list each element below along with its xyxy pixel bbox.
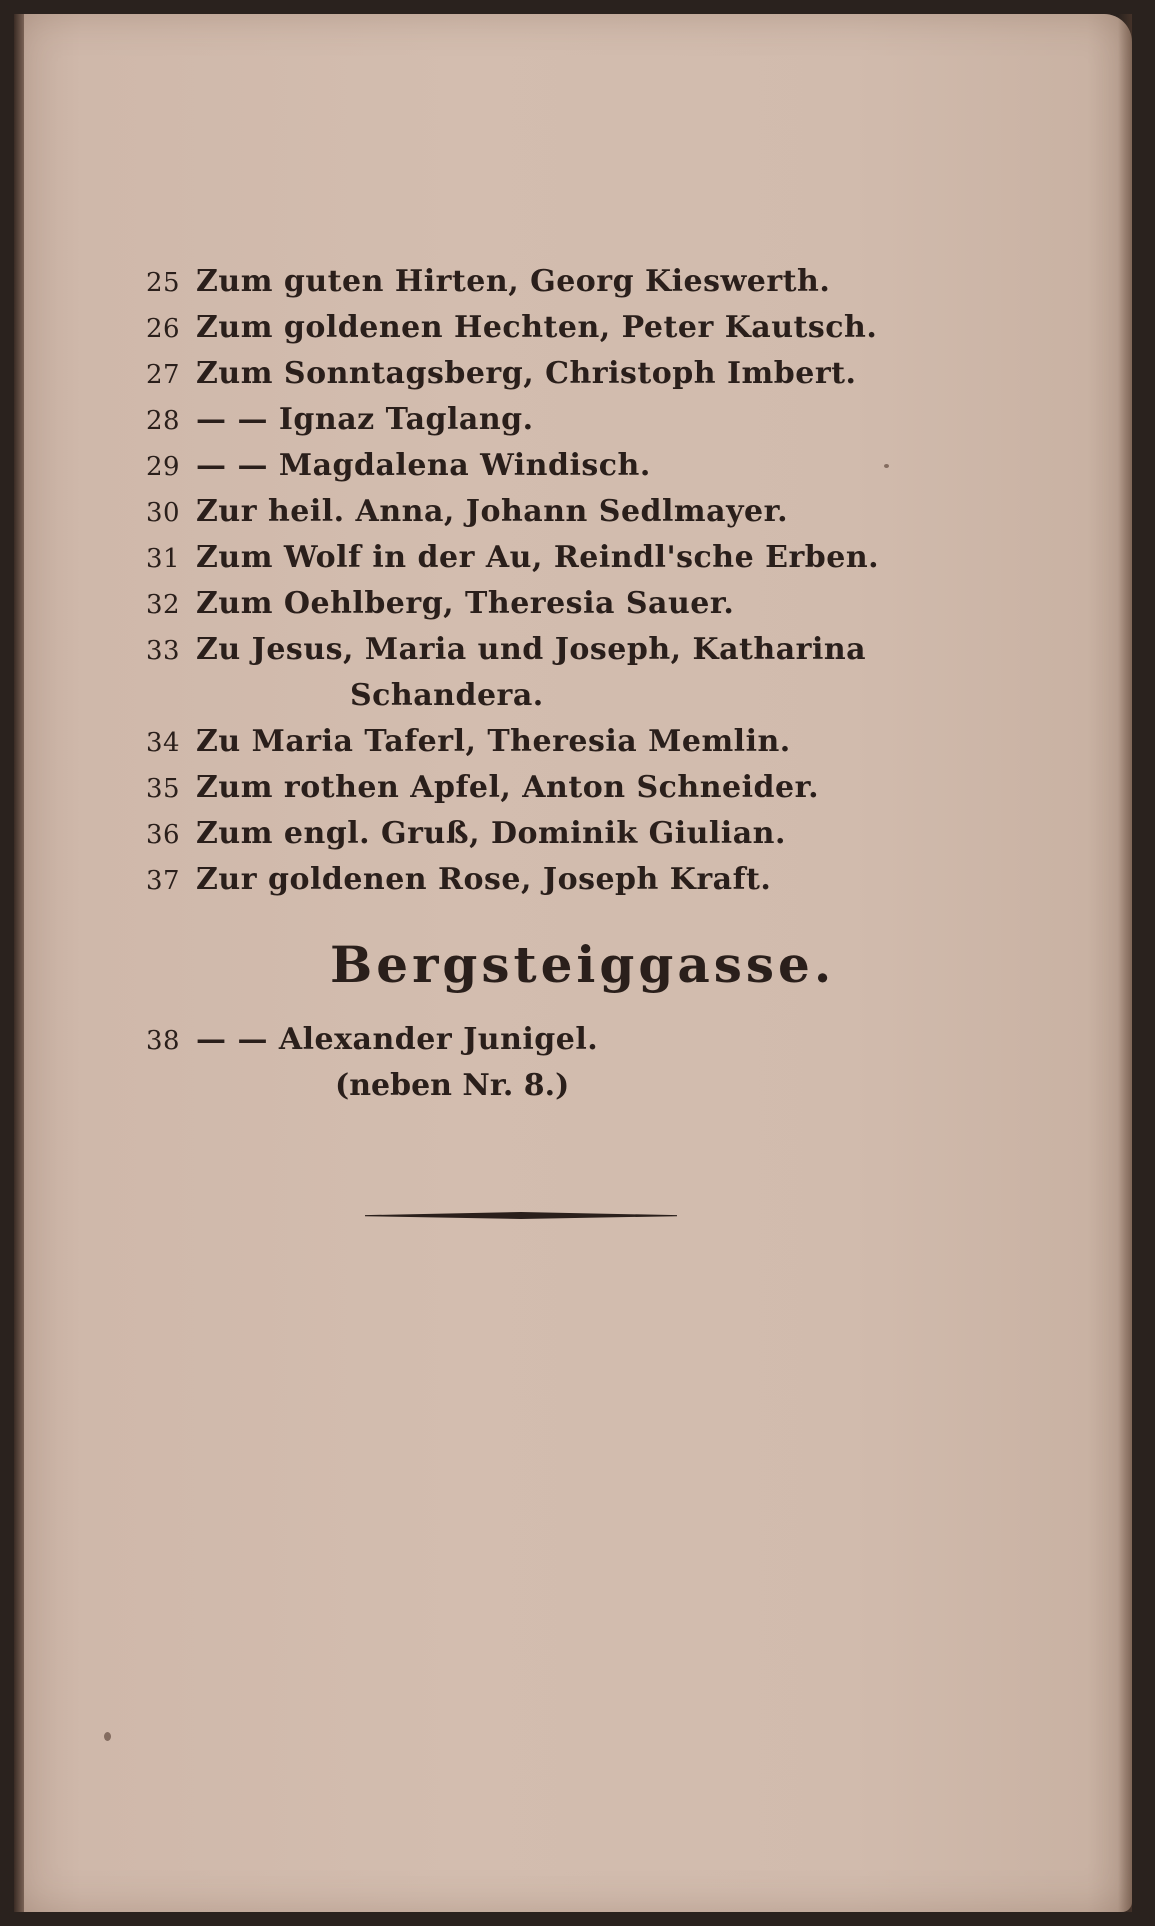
- house-number: 27: [146, 360, 181, 390]
- house-number: 38: [146, 1026, 181, 1056]
- house-number: 37: [146, 866, 181, 896]
- list-item: [146, 724, 791, 761]
- book-spine: [14, 14, 24, 1912]
- list-item: [146, 310, 877, 347]
- list-item: [146, 1022, 598, 1059]
- entry-note: (neben Nr. 8.): [335, 1068, 570, 1103]
- page-edge-shadow: [1118, 14, 1132, 1912]
- list-item: [146, 632, 866, 669]
- entry-text: — — Alexander Junigel.: [196, 1022, 599, 1057]
- house-number: 25: [146, 268, 181, 298]
- list-item: [146, 540, 879, 577]
- entry-text: — — Magdalena Windisch.: [196, 448, 651, 483]
- list-item-continuation: [350, 678, 544, 714]
- list-item: [146, 448, 651, 485]
- house-number: 34: [146, 728, 181, 758]
- ink-spot: [104, 1732, 111, 1741]
- list-item: [146, 402, 534, 439]
- entry-text: — — Ignaz Taglang.: [196, 402, 534, 437]
- house-number: 28: [146, 406, 181, 436]
- house-number: 36: [146, 820, 181, 850]
- entry-text: Zum Oehlberg, Theresia Sauer.: [196, 586, 735, 621]
- ink-spot: [884, 464, 889, 468]
- house-number: 26: [146, 314, 181, 344]
- section-heading: Bergsteiggasse.: [330, 935, 836, 994]
- entry-text: Zum Wolf in der Au, Reindl'sche Erben.: [196, 540, 880, 575]
- entry-text: Schandera.: [350, 678, 544, 713]
- entry-text: Zu Jesus, Maria und Joseph, Katharina: [196, 632, 867, 667]
- entry-text: Zum Sonntagsberg, Christoph Imbert.: [196, 356, 857, 391]
- entry-text: Zur heil. Anna, Johann Sedlmayer.: [196, 494, 789, 529]
- house-number: 32: [146, 590, 181, 620]
- entry-text: Zum guten Hirten, Georg Kieswerth.: [196, 264, 831, 299]
- entry-text: Zum goldenen Hechten, Peter Kautsch.: [196, 310, 878, 345]
- house-number: 29: [146, 452, 181, 482]
- entry-text: Zu Maria Taferl, Theresia Memlin.: [196, 724, 791, 759]
- house-number: 30: [146, 498, 181, 528]
- house-number: 35: [146, 774, 181, 804]
- entry-text: Zum rothen Apfel, Anton Schneider.: [196, 770, 820, 805]
- house-number: 33: [146, 636, 181, 666]
- list-item: [146, 494, 788, 531]
- entry-text: Zum engl. Gruß, Dominik Giulian.: [196, 816, 786, 851]
- list-item: [146, 862, 771, 899]
- list-item: [146, 816, 786, 853]
- list-item: [146, 586, 734, 623]
- list-item: [146, 356, 856, 393]
- house-number: 31: [146, 544, 181, 574]
- list-item: [146, 264, 830, 301]
- entry-text: Zur goldenen Rose, Joseph Kraft.: [196, 862, 772, 897]
- list-item: [146, 770, 819, 807]
